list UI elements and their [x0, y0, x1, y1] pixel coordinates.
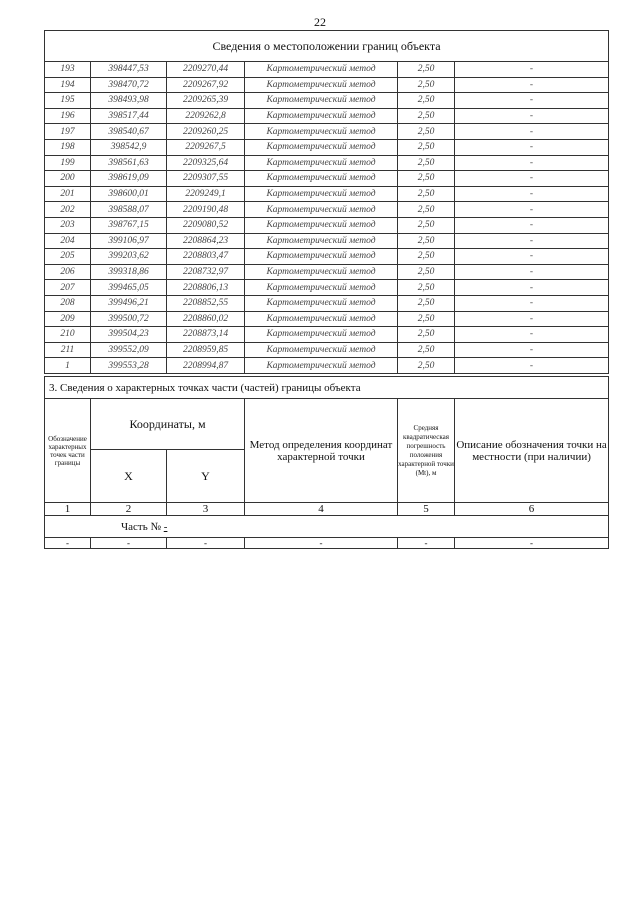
- column-number: 3: [167, 503, 245, 516]
- coord-y-cell: 2209262,8: [167, 108, 245, 124]
- method-cell: Картометрический метод: [245, 311, 398, 327]
- error-cell: 2,50: [398, 171, 455, 187]
- error-cell: 2,50: [398, 264, 455, 280]
- empty-cell: -: [455, 538, 609, 549]
- error-cell: 2,50: [398, 342, 455, 358]
- table-row: [45, 358, 609, 374]
- part-value: -: [163, 520, 168, 533]
- empty-cell: -: [245, 538, 398, 549]
- method-cell: Картометрический метод: [245, 280, 398, 296]
- table-row: [45, 217, 609, 233]
- table-row: [45, 77, 609, 93]
- coord-y-cell: 2208806,13: [167, 280, 245, 296]
- method-cell: Картометрический метод: [245, 249, 398, 265]
- error-cell: 2,50: [398, 233, 455, 249]
- coord-y-cell: 2209080,52: [167, 217, 245, 233]
- point-number-cell: 197: [45, 124, 91, 140]
- point-number-cell: 194: [45, 77, 91, 93]
- table-row: [45, 233, 609, 249]
- part-label: Часть №: [121, 520, 161, 533]
- coord-y-cell: 2208803,47: [167, 249, 245, 265]
- table-row: [45, 249, 609, 265]
- error-cell: 2,50: [398, 124, 455, 140]
- point-number-cell: 196: [45, 108, 91, 124]
- description-cell: -: [455, 327, 609, 343]
- header-description: Описание обозначения точки на местности (при наличии): [455, 399, 609, 503]
- error-cell: 2,50: [398, 311, 455, 327]
- table-row: [45, 62, 609, 78]
- description-cell: -: [455, 77, 609, 93]
- part-row: [45, 516, 609, 538]
- method-cell: Картометрический метод: [245, 217, 398, 233]
- description-cell: -: [455, 62, 609, 78]
- coord-y-cell: 2209260,25: [167, 124, 245, 140]
- method-cell: Картометрический метод: [245, 62, 398, 78]
- error-cell: 2,50: [398, 93, 455, 109]
- column-number: 6: [455, 503, 609, 516]
- method-cell: Картометрический метод: [245, 233, 398, 249]
- coord-y-cell: 2208959,85: [167, 342, 245, 358]
- column-number: 4: [245, 503, 398, 516]
- description-cell: -: [455, 171, 609, 187]
- coord-x-cell: 398517,44: [91, 108, 167, 124]
- method-cell: Картометрический метод: [245, 155, 398, 171]
- empty-cell: -: [398, 538, 455, 549]
- coord-x-cell: 398542,9: [91, 139, 167, 155]
- table-row: [45, 171, 609, 187]
- table-row: [45, 202, 609, 218]
- coord-y-cell: 2208852,55: [167, 295, 245, 311]
- point-number-cell: 208: [45, 295, 91, 311]
- description-cell: -: [455, 202, 609, 218]
- coord-y-cell: 2209265,39: [167, 93, 245, 109]
- table-row: [45, 295, 609, 311]
- description-cell: -: [455, 280, 609, 296]
- header-y: Y: [167, 450, 245, 503]
- method-cell: Картометрический метод: [245, 264, 398, 280]
- coord-y-cell: 2209325,64: [167, 155, 245, 171]
- table-row: [45, 327, 609, 343]
- point-number-cell: 195: [45, 93, 91, 109]
- coord-x-cell: 398493,98: [91, 93, 167, 109]
- coord-x-cell: 398767,15: [91, 217, 167, 233]
- point-number-cell: 206: [45, 264, 91, 280]
- point-number-cell: 193: [45, 62, 91, 78]
- method-cell: Картометрический метод: [245, 342, 398, 358]
- table-row: [45, 108, 609, 124]
- boundary-location-table: [44, 30, 609, 374]
- description-cell: -: [455, 249, 609, 265]
- empty-cell: -: [91, 538, 167, 549]
- coord-x-cell: 398470,72: [91, 77, 167, 93]
- error-cell: 2,50: [398, 186, 455, 202]
- method-cell: Картометрический метод: [245, 358, 398, 374]
- coord-x-cell: 399504,23: [91, 327, 167, 343]
- coord-y-cell: 2209190,48: [167, 202, 245, 218]
- table-row: [45, 311, 609, 327]
- point-number-cell: 211: [45, 342, 91, 358]
- error-cell: 2,50: [398, 139, 455, 155]
- coord-x-cell: 399203,62: [91, 249, 167, 265]
- coord-x-cell: 399496,21: [91, 295, 167, 311]
- point-number-cell: 202: [45, 202, 91, 218]
- description-cell: -: [455, 155, 609, 171]
- coord-x-cell: 399500,72: [91, 311, 167, 327]
- header-method: Метод определения координат характерной точки: [245, 399, 398, 503]
- empty-cell: -: [167, 538, 245, 549]
- error-cell: 2,50: [398, 108, 455, 124]
- table-row: [45, 155, 609, 171]
- method-cell: Картометрический метод: [245, 186, 398, 202]
- section3-title: 3. Сведения о характерных точках части (частей) границы объекта: [45, 377, 609, 399]
- coord-x-cell: 399318,86: [91, 264, 167, 280]
- method-cell: Картометрический метод: [245, 202, 398, 218]
- coord-x-cell: 399552,09: [91, 342, 167, 358]
- error-cell: 2,50: [398, 249, 455, 265]
- point-number-cell: 201: [45, 186, 91, 202]
- table-row: [45, 264, 609, 280]
- method-cell: Картометрический метод: [245, 108, 398, 124]
- part-points-table: [44, 376, 609, 549]
- description-cell: -: [455, 217, 609, 233]
- point-number-cell: 1: [45, 358, 91, 374]
- description-cell: -: [455, 342, 609, 358]
- point-number-cell: 199: [45, 155, 91, 171]
- header-x: X: [91, 450, 167, 503]
- coord-x-cell: 398619,09: [91, 171, 167, 187]
- coord-y-cell: 2208860,02: [167, 311, 245, 327]
- coord-y-cell: 2208864,23: [167, 233, 245, 249]
- error-cell: 2,50: [398, 217, 455, 233]
- error-cell: 2,50: [398, 358, 455, 374]
- error-cell: 2,50: [398, 295, 455, 311]
- coord-x-cell: 398447,53: [91, 62, 167, 78]
- coord-y-cell: 2209267,5: [167, 139, 245, 155]
- error-cell: 2,50: [398, 202, 455, 218]
- description-cell: -: [455, 311, 609, 327]
- point-number-cell: 209: [45, 311, 91, 327]
- method-cell: Картометрический метод: [245, 93, 398, 109]
- point-number-cell: 200: [45, 171, 91, 187]
- point-number-cell: 203: [45, 217, 91, 233]
- coord-x-cell: 399465,05: [91, 280, 167, 296]
- table-row: [45, 186, 609, 202]
- empty-cell: -: [45, 538, 91, 549]
- header-coordinates: Координаты, м: [91, 399, 245, 450]
- coord-x-cell: 398540,67: [91, 124, 167, 140]
- page-number: 22: [314, 15, 326, 29]
- table-row: [45, 93, 609, 109]
- description-cell: -: [455, 358, 609, 374]
- coord-x-cell: 398600,01: [91, 186, 167, 202]
- column-number: 2: [91, 503, 167, 516]
- coord-y-cell: 2208732,97: [167, 264, 245, 280]
- coord-x-cell: 399553,28: [91, 358, 167, 374]
- description-cell: -: [455, 93, 609, 109]
- point-number-cell: 210: [45, 327, 91, 343]
- error-cell: 2,50: [398, 327, 455, 343]
- method-cell: Картометрический метод: [245, 139, 398, 155]
- method-cell: Картометрический метод: [245, 171, 398, 187]
- coord-y-cell: 2209270,44: [167, 62, 245, 78]
- method-cell: Картометрический метод: [245, 327, 398, 343]
- header-point-designation: Обозначение характерных точек части границы: [45, 399, 91, 503]
- column-number: 1: [45, 503, 91, 516]
- coord-x-cell: 398588,07: [91, 202, 167, 218]
- table-row: [45, 124, 609, 140]
- section-title: Сведения о местоположении границ объекта: [45, 31, 609, 62]
- table-row: [45, 280, 609, 296]
- point-number-cell: 204: [45, 233, 91, 249]
- coord-y-cell: 2208994,87: [167, 358, 245, 374]
- coord-x-cell: 398561,63: [91, 155, 167, 171]
- coord-y-cell: 2208873,14: [167, 327, 245, 343]
- error-cell: 2,50: [398, 62, 455, 78]
- point-number-cell: 198: [45, 139, 91, 155]
- description-cell: -: [455, 264, 609, 280]
- method-cell: Картометрический метод: [245, 77, 398, 93]
- description-cell: -: [455, 108, 609, 124]
- coord-y-cell: 2209249,1: [167, 186, 245, 202]
- description-cell: -: [455, 233, 609, 249]
- point-number-cell: 207: [45, 280, 91, 296]
- description-cell: -: [455, 186, 609, 202]
- description-cell: -: [455, 124, 609, 140]
- description-cell: -: [455, 295, 609, 311]
- method-cell: Картометрический метод: [245, 295, 398, 311]
- point-number-cell: 205: [45, 249, 91, 265]
- table-row: [45, 139, 609, 155]
- description-cell: -: [455, 139, 609, 155]
- coord-y-cell: 2209267,92: [167, 77, 245, 93]
- coord-y-cell: 2209307,55: [167, 171, 245, 187]
- error-cell: 2,50: [398, 155, 455, 171]
- error-cell: 2,50: [398, 77, 455, 93]
- header-error: Средняя квадратическая погрешность положения характерной точки (Mt), м: [398, 399, 455, 503]
- error-cell: 2,50: [398, 280, 455, 296]
- column-number: 5: [398, 503, 455, 516]
- method-cell: Картометрический метод: [245, 124, 398, 140]
- coord-x-cell: 399106,97: [91, 233, 167, 249]
- table-row: [45, 342, 609, 358]
